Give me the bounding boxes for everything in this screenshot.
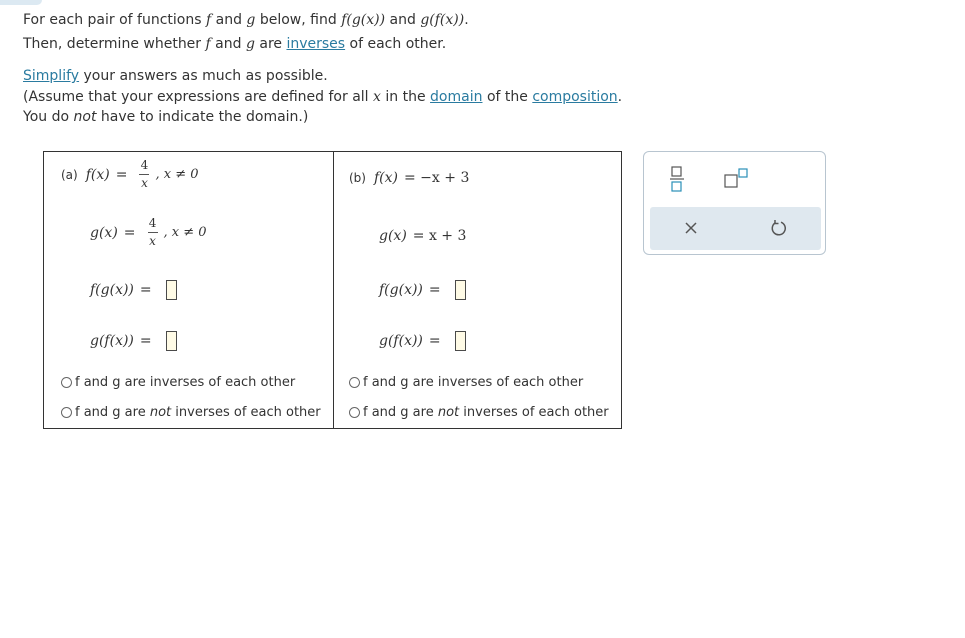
text: . — [464, 12, 469, 28]
math-g: g — [245, 36, 255, 52]
answer-input-fg[interactable] — [166, 280, 177, 300]
fraction-icon[interactable] — [666, 164, 688, 194]
text: inverses of each other — [175, 405, 321, 420]
answer-input-gf[interactable] — [455, 331, 466, 351]
part-b-fg-row — [379, 280, 466, 300]
equals: = — [123, 224, 136, 241]
text: inverses of each other — [463, 405, 609, 420]
math-fx: f(x) — [85, 166, 110, 183]
math-f: f — [205, 12, 212, 28]
domain-note-line — [23, 107, 622, 128]
toolbox-icon-row — [644, 152, 825, 204]
numerator: 4 — [148, 216, 157, 230]
part-b — [333, 152, 621, 428]
part-a-fg-row — [90, 280, 177, 300]
math-x: x — [373, 88, 381, 105]
superscript-icon[interactable] — [722, 166, 750, 192]
part-b-g-definition — [379, 228, 466, 244]
radio-button[interactable] — [61, 407, 72, 418]
simplify-line — [23, 66, 622, 87]
assume-line — [23, 87, 622, 108]
radio-button[interactable] — [61, 377, 72, 388]
equals: = — [115, 166, 128, 183]
option-label — [75, 405, 321, 420]
composition-link[interactable]: composition — [532, 88, 618, 105]
math-toolbox — [643, 151, 826, 255]
domain-condition: , x ≠ 0 — [163, 225, 207, 240]
instruction-line-2 — [23, 32, 469, 56]
text: in the — [385, 88, 426, 105]
instructions — [23, 8, 469, 56]
text-emphasis: not — [149, 405, 172, 420]
domain-link[interactable]: domain — [430, 88, 483, 105]
numerator: 4 — [140, 158, 149, 172]
radio-button[interactable] — [349, 377, 360, 388]
denominator: x — [149, 234, 156, 248]
fraction — [148, 217, 158, 248]
denominator: x — [141, 176, 148, 190]
math-rhs: = −x + 3 — [404, 170, 470, 186]
answer-input-fg[interactable] — [455, 280, 466, 300]
part-a — [44, 152, 334, 428]
simplify-link[interactable]: Simplify — [23, 68, 80, 84]
equals: = — [139, 333, 152, 349]
clear-icon[interactable] — [683, 220, 699, 236]
math-rhs: = x + 3 — [412, 228, 467, 244]
math-fgx: f(g(x)) — [90, 282, 134, 298]
math-g: g — [246, 12, 256, 28]
text: of each other. — [349, 36, 447, 52]
problem-table — [43, 151, 622, 429]
text: and — [215, 36, 242, 52]
text: your answers as much as possible. — [83, 68, 328, 84]
part-a-gf-row — [90, 331, 177, 351]
math-f: f — [205, 36, 211, 52]
part-a-option-inverses[interactable] — [61, 375, 295, 390]
text-emphasis: not — [73, 109, 97, 125]
math-gfx: g(f(x)) — [420, 12, 465, 28]
text: . — [617, 88, 623, 105]
domain-condition: , x ≠ 0 — [155, 167, 199, 182]
text: (Assume that your expressions are defined for all — [23, 88, 369, 105]
text: For each pair of functions — [23, 12, 202, 28]
part-a-option-not-inverses[interactable] — [61, 405, 321, 420]
answer-input-gf[interactable] — [166, 331, 177, 351]
fraction-bar — [148, 232, 158, 233]
equals: = — [428, 282, 441, 298]
part-b-option-inverses[interactable] — [349, 375, 583, 390]
math-fx: f(x) — [373, 170, 398, 186]
text: and — [389, 12, 416, 28]
math-fgx: f(g(x)) — [379, 282, 423, 298]
equals: = — [428, 333, 441, 349]
option-label: f and g are inverses of each other — [363, 375, 584, 390]
fraction-bar — [139, 174, 149, 175]
math-gfx: g(f(x)) — [90, 333, 134, 349]
instruction-line-1 — [23, 8, 469, 32]
text: have to indicate the domain.) — [100, 109, 309, 125]
equals: = — [139, 282, 152, 298]
toolbox-button-row — [650, 207, 821, 250]
text: Then, determine whether — [23, 36, 202, 52]
text: are — [259, 36, 283, 52]
math-gfx: g(f(x)) — [379, 333, 423, 349]
part-b-f-definition — [349, 170, 469, 186]
text: below, find — [259, 12, 337, 28]
top-accent-bar — [0, 0, 42, 5]
part-a-f-definition — [61, 159, 199, 190]
part-a-label: (a) — [61, 167, 78, 182]
part-b-gf-row — [379, 331, 466, 351]
part-b-option-not-inverses[interactable] — [349, 405, 609, 420]
text: You do — [23, 109, 70, 125]
undo-icon[interactable] — [770, 219, 788, 237]
text: and — [215, 12, 242, 28]
inverses-link[interactable]: inverses — [286, 36, 346, 52]
part-b-label: (b) — [349, 171, 366, 185]
option-label — [363, 405, 609, 420]
fraction — [139, 159, 149, 190]
text: f and g are — [75, 405, 146, 420]
instructions-notes — [23, 66, 622, 128]
text: f and g are — [363, 405, 434, 420]
option-label: f and g are inverses of each other — [75, 375, 296, 390]
part-a-g-definition — [90, 217, 207, 248]
radio-button[interactable] — [349, 407, 360, 418]
math-fgx: f(g(x)) — [341, 12, 386, 28]
text: of the — [486, 88, 528, 105]
math-gx: g(x) — [90, 224, 118, 241]
math-gx: g(x) — [379, 228, 407, 244]
text-emphasis: not — [437, 405, 460, 420]
